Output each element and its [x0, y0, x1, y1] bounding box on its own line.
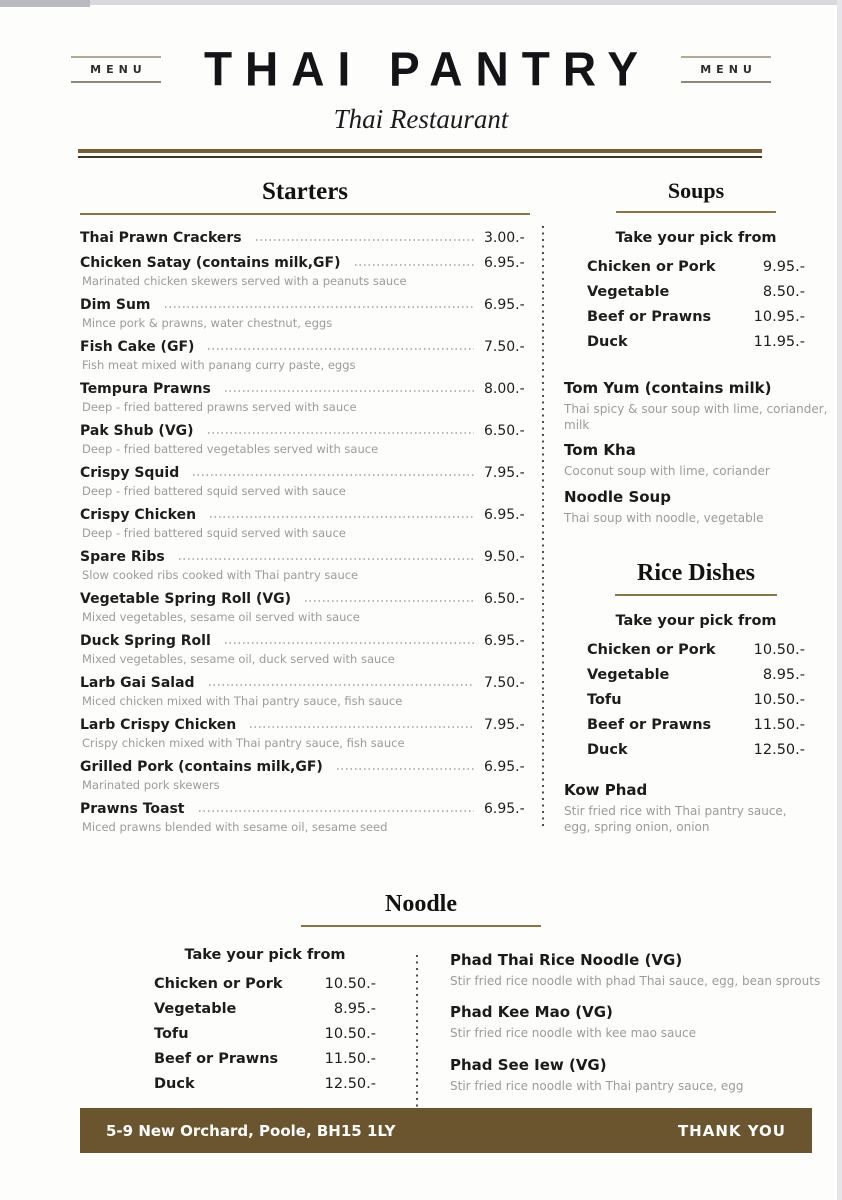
noodle-columns: [0, 947, 842, 1113]
option-name: Duck: [154, 1076, 195, 1093]
item-name: Larb Crispy Chicken: [80, 717, 237, 733]
dotted-leader: [165, 306, 474, 308]
dotted-leader: [199, 810, 474, 812]
dotted-leader: [305, 600, 474, 602]
menu-item-row: [80, 633, 530, 649]
item-price: 6.95.-: [484, 633, 525, 649]
item-name: Dim Sum: [80, 297, 151, 313]
option-row: [587, 638, 805, 663]
noodle-title: Noodle: [385, 891, 457, 918]
rice-options: [587, 638, 805, 763]
option-row: [587, 688, 805, 713]
header-divider-thick-line: [78, 149, 762, 153]
column-dotted-divider: [542, 226, 544, 826]
soups-specials: [564, 379, 828, 526]
starters-item-list: [80, 230, 530, 834]
special-item: [564, 488, 828, 526]
option-price: 10.50.-: [324, 976, 376, 993]
item-name: Pak Shub (VG): [80, 423, 194, 439]
noodle-right-column: [450, 947, 842, 1113]
special-name: Phad See Iew (VG): [450, 1055, 607, 1074]
option-row: [587, 663, 805, 688]
item-price: 6.50.-: [484, 591, 525, 607]
menu-item: [80, 465, 530, 498]
special-description: Stir fried rice noodle with kee mao sauce: [450, 1026, 696, 1041]
item-price: 7.95.-: [484, 465, 525, 481]
menu-item: [80, 297, 530, 330]
item-description: Slow cooked ribs cooked with Thai pantry sauce: [82, 568, 359, 582]
section-noodle: [0, 891, 842, 1113]
badge-rule-bottom: [71, 81, 161, 83]
special-description: Thai soup with noodle, vegetable: [564, 510, 764, 525]
item-price: 8.00.-: [484, 381, 525, 397]
option-name: Vegetable: [154, 1001, 237, 1018]
starters-title-rule: [80, 213, 530, 215]
option-price: 11.95.-: [753, 334, 805, 350]
item-name: Spare Ribs: [80, 549, 165, 565]
item-description: Deep - fried battered squid served with sauce: [82, 484, 346, 498]
item-description: Deep - fried battered squid served with sauce: [82, 526, 346, 540]
soups-pick-label: Take your pick from: [615, 230, 777, 246]
footer-thank-you: THANK YOU: [677, 1121, 786, 1140]
dotted-leader: [250, 726, 474, 728]
soups-title: Soups: [667, 178, 725, 203]
item-price: 6.95.-: [484, 801, 525, 817]
dotted-leader: [193, 474, 474, 476]
option-price: 11.50.-: [324, 1051, 376, 1068]
option-name: Chicken or Pork: [154, 976, 283, 993]
menu-item: [80, 591, 530, 624]
special-item: [450, 951, 842, 989]
option-name: Tofu: [154, 1026, 189, 1043]
special-name: Noodle Soup: [564, 487, 671, 506]
badge-rule-top: [71, 56, 161, 58]
rice-title: Rice Dishes: [637, 559, 755, 586]
option-row: [154, 997, 376, 1022]
section-starters: [80, 178, 530, 843]
menu-item-row: [80, 339, 530, 355]
restaurant-title: THAI PANTRY: [203, 41, 652, 97]
option-name: Vegetable: [587, 284, 670, 300]
menu-item: [80, 633, 530, 666]
menu-item: [80, 675, 530, 708]
special-description: Coconut soup with lime, coriander: [564, 464, 770, 479]
option-row: [154, 1072, 376, 1097]
menu-item: [80, 423, 530, 456]
item-name: Larb Gai Salad: [80, 675, 195, 691]
option-price: 8.95.-: [333, 1001, 376, 1018]
special-name: Tom Kha: [564, 441, 636, 460]
special-description: Stir fried rice with Thai pantry sauce, egg, spring onion, onion: [564, 803, 787, 834]
option-row: [154, 1047, 376, 1072]
item-description: Deep - fried battered prawns served with sauce: [82, 400, 357, 414]
special-item: [564, 781, 828, 835]
dotted-leader: [256, 239, 474, 241]
menu-item-row: [80, 759, 530, 775]
special-description: Stir fried rice noodle with phad Thai sauce, egg, bean sprouts: [450, 974, 821, 989]
menu-item: [80, 507, 530, 540]
special-description: Thai spicy & sour soup with lime, coriander, milk: [564, 402, 828, 433]
menu-badge-right: [681, 56, 771, 83]
option-row: [587, 255, 805, 280]
main-columns: [80, 178, 842, 843]
header-divider-thin-line: [78, 156, 762, 158]
special-description: Stir fried rice noodle with Thai pantry sauce, egg: [450, 1078, 744, 1093]
item-description: Fish meat mixed with panang curry paste, eggs: [82, 358, 356, 372]
item-name: Chicken Satay (contains milk,GF): [80, 255, 341, 271]
option-row: [587, 280, 805, 305]
dotted-leader: [337, 768, 474, 770]
item-price: 6.95.-: [484, 759, 525, 775]
special-item: [450, 1056, 842, 1094]
option-price: 12.50.-: [324, 1076, 376, 1093]
dotted-leader: [209, 684, 474, 686]
soups-title-rule: [616, 211, 776, 213]
menu-item-row: [80, 255, 530, 271]
option-name: Vegetable: [587, 666, 670, 683]
noodle-left-column: [140, 947, 390, 1113]
option-price: 10.50.-: [753, 691, 805, 708]
option-price: 10.50.-: [753, 641, 805, 658]
item-description: Miced chicken mixed with Thai pantry sauce, fish sauce: [82, 694, 403, 708]
menu-item-row: [80, 717, 530, 733]
scan-edge-right: [837, 0, 842, 1200]
section-soups: [564, 178, 828, 526]
option-name: Tofu: [587, 691, 622, 708]
item-description: Crispy chicken mixed with Thai pantry sauce, fish sauce: [82, 736, 405, 750]
dotted-leader: [208, 348, 474, 350]
menu-item: [80, 381, 530, 414]
menu-item: [80, 230, 530, 246]
noodle-dotted-divider: [416, 955, 418, 1113]
menu-item-row: [80, 507, 530, 523]
item-description: Mixed vegetables, sesame oil served with sauce: [82, 610, 360, 624]
special-name: Phad Kee Mao (VG): [450, 1003, 613, 1022]
header-divider: [78, 149, 762, 158]
item-name: Duck Spring Roll: [80, 633, 211, 649]
item-name: Prawns Toast: [80, 801, 185, 817]
option-name: Duck: [587, 741, 628, 758]
rice-pick-label: Take your pick from: [615, 612, 777, 629]
special-name: Phad Thai Rice Noodle (VG): [450, 951, 683, 970]
badge-rule-bottom: [681, 81, 771, 83]
item-price: 6.95.-: [484, 255, 525, 271]
noodle-title-rule: [301, 925, 541, 927]
option-row: [587, 305, 805, 330]
menu-badge-left: [71, 56, 161, 83]
option-name: Beef or Prawns: [154, 1051, 279, 1068]
rice-specials: [564, 781, 828, 835]
option-row: [587, 330, 805, 355]
option-row: [587, 713, 805, 738]
option-name: Beef or Prawns: [587, 309, 712, 325]
restaurant-subtitle: Thai Restaurant: [333, 104, 509, 134]
item-name: Tempura Prawns: [80, 381, 211, 397]
footer-address: 5-9 New Orchard, Poole, BH15 1LY: [106, 1121, 396, 1140]
dotted-leader: [225, 390, 474, 392]
badge-rule-top: [681, 56, 771, 58]
item-name: Crispy Chicken: [80, 507, 197, 523]
option-price: 10.95.-: [753, 309, 805, 325]
item-name: Fish Cake (GF): [80, 339, 195, 355]
starters-title: Starters: [261, 178, 349, 205]
noodle-options: [154, 972, 376, 1097]
option-price: 8.50.-: [762, 284, 805, 300]
special-item: [564, 441, 828, 479]
item-name: Crispy Squid: [80, 465, 180, 481]
dotted-leader: [208, 432, 474, 434]
option-price: 8.95.-: [762, 666, 805, 683]
dotted-leader: [355, 264, 474, 266]
item-description: Marinated pork skewers: [82, 778, 220, 792]
special-item: [450, 1003, 842, 1041]
dotted-leader: [179, 558, 474, 560]
header: [0, 0, 842, 96]
option-name: Chicken or Pork: [587, 259, 716, 275]
option-name: Beef or Prawns: [587, 716, 712, 733]
menu-item-row: [80, 297, 530, 313]
menu-item: [80, 801, 530, 834]
menu-item-row: [80, 423, 530, 439]
menu-item: [80, 549, 530, 582]
menu-item-row: [80, 675, 530, 691]
section-rice-dishes: [564, 560, 828, 835]
option-price: 12.50.-: [753, 741, 805, 758]
menu-item: [80, 759, 530, 792]
option-price: 10.50.-: [324, 1026, 376, 1043]
dotted-leader: [225, 642, 474, 644]
menu-item-row: [80, 230, 530, 246]
item-price: 6.95.-: [484, 297, 525, 313]
item-name: Vegetable Spring Roll (VG): [80, 591, 292, 607]
menu-badge-label: MENU: [90, 62, 147, 76]
item-price: 6.95.-: [484, 507, 525, 523]
footer-bar: [80, 1108, 812, 1153]
right-column: [564, 178, 842, 843]
rice-title-rule: [615, 594, 777, 596]
special-name: Tom Yum (contains milk): [564, 379, 772, 397]
item-name: Thai Prawn Crackers: [80, 230, 242, 246]
item-price: 3.00.-: [484, 230, 525, 246]
menu-item-row: [80, 549, 530, 565]
item-description: Miced prawns blended with sesame oil, sesame seed: [82, 820, 388, 834]
scan-edge-top: [0, 0, 842, 5]
menu-badge-label: MENU: [700, 62, 757, 76]
item-name: Grilled Pork (contains milk,GF): [80, 759, 323, 775]
option-name: Duck: [587, 334, 628, 350]
item-description: Marinated chicken skewers served with a peanuts sauce: [82, 274, 407, 288]
dotted-leader: [210, 516, 474, 518]
scan-edge-top-left: [0, 0, 90, 7]
option-row: [587, 738, 805, 763]
item-price: 9.50.-: [484, 549, 525, 565]
item-price: 6.50.-: [484, 423, 525, 439]
noodle-pick-label: Take your pick from: [184, 947, 346, 964]
item-price: 7.50.-: [484, 339, 525, 355]
option-price: 9.95.-: [762, 259, 805, 275]
item-description: Deep - fried battered vegetables served with sauce: [82, 442, 379, 456]
special-item: [564, 379, 828, 433]
menu-item-row: [80, 381, 530, 397]
menu-item: [80, 255, 530, 288]
item-price: 7.50.-: [484, 675, 525, 691]
menu-item-row: [80, 465, 530, 481]
menu-item: [80, 339, 530, 372]
option-row: [154, 1022, 376, 1047]
special-name: Kow Phad: [564, 780, 648, 799]
menu-item: [80, 717, 530, 750]
item-description: Mixed vegetables, sesame oil, duck served with sauce: [82, 652, 395, 666]
option-row: [154, 972, 376, 997]
item-price: 7.95.-: [484, 717, 525, 733]
soups-options: [587, 255, 805, 355]
item-description: Mince pork & prawns, water chestnut, eggs: [82, 316, 333, 330]
menu-item-row: [80, 801, 530, 817]
option-price: 11.50.-: [753, 716, 805, 733]
option-name: Chicken or Pork: [587, 641, 716, 658]
menu-item-row: [80, 591, 530, 607]
